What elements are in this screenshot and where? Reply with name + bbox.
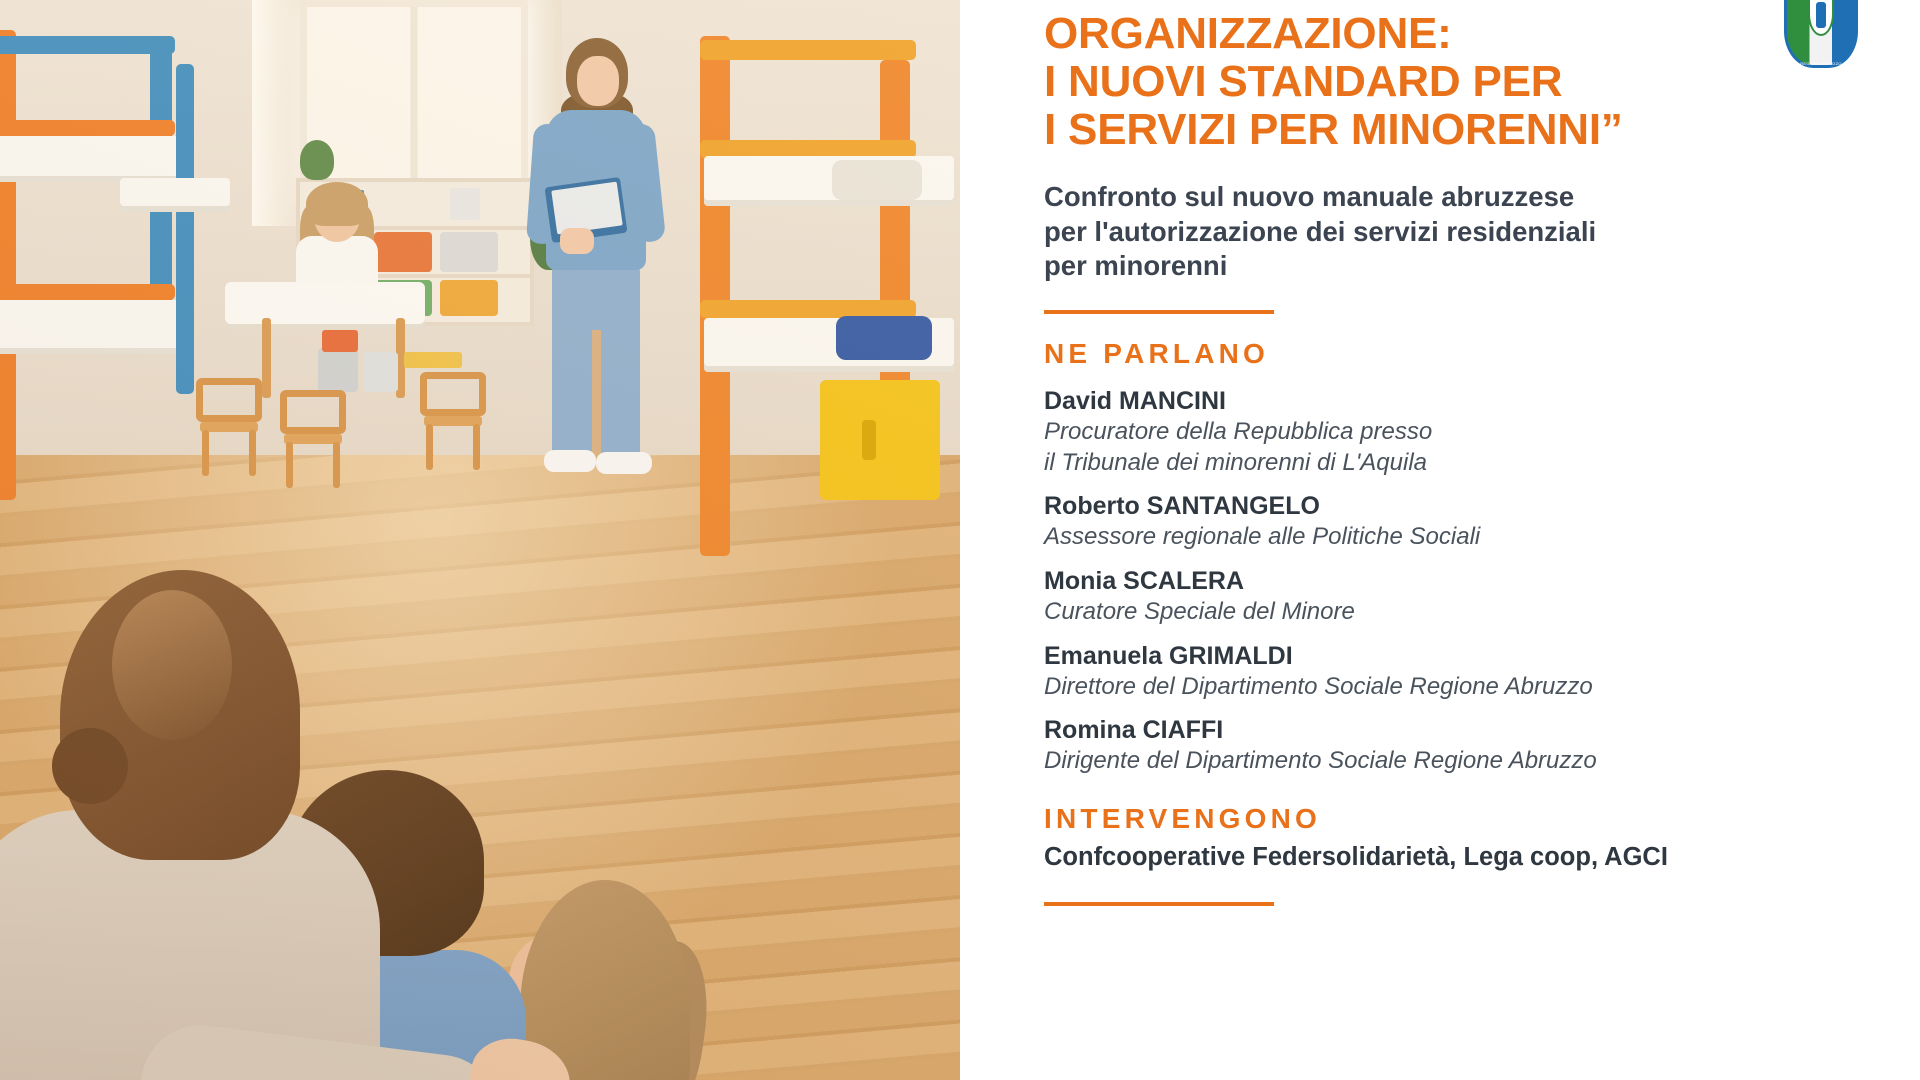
speaker-role (1044, 746, 1860, 777)
window (300, 0, 528, 204)
subtitle-line-3: per minorenni (1044, 250, 1228, 282)
plant-small (300, 140, 334, 180)
speaker-role (1044, 417, 1860, 478)
logo-caption: REGIONE ABRUZZO (1800, 61, 1842, 66)
speaker-name: David MANCINI (1044, 386, 1226, 415)
foreground-family (0, 380, 960, 1080)
interveners-section-label: INTERVENGONO (1044, 803, 1322, 835)
speakers-section-label: NE PARLANO (1044, 337, 1270, 369)
speaker-role-line: Curatore Speciale del Minore (1044, 597, 1355, 625)
caregiver-face (577, 56, 619, 106)
child-seated-hair (306, 182, 368, 226)
woman-hair-bun (52, 728, 128, 804)
speaker-role-line: Procuratore della Repubblica presso (1044, 417, 1433, 445)
divider-top (1044, 310, 1274, 314)
divider-bottom (1044, 902, 1274, 906)
speakers-list (1044, 386, 1860, 777)
page-title (1044, 0, 1860, 154)
speaker-name: Roberto SANTANGELO (1044, 492, 1320, 521)
list-item (1044, 386, 1860, 478)
page-subtitle (1044, 180, 1860, 284)
regione-abruzzo-logo-icon (1784, 0, 1858, 68)
list-item (1044, 566, 1860, 628)
list-item (1044, 641, 1860, 703)
list-item (1044, 715, 1860, 777)
poster-text-panel (960, 0, 1920, 1080)
speaker-role (1044, 522, 1860, 553)
subtitle-line-2: per l'autorizzazione dei servizi residenziali (1044, 215, 1597, 247)
title-line-3: I SERVIZI PER MINORENNI” (1044, 104, 1623, 154)
speaker-role-line: il Tribunale dei minorenni di L'Aquila (1044, 448, 1428, 476)
speaker-name: Emanuela GRIMALDI (1044, 641, 1293, 670)
subtitle-line-1: Confronto sul nuovo manuale abruzzese (1044, 180, 1575, 212)
speaker-name: Romina CIAFFI (1044, 716, 1224, 745)
list-item (1044, 491, 1860, 553)
interveners-organisations: Confcooperative Federsolidarietà, Lega coop, AGCI (1044, 843, 1668, 872)
title-line-1: ORGANIZZAZIONE: (1044, 9, 1452, 58)
speaker-name: Monia SCALERA (1044, 566, 1244, 595)
title-line-2: I NUOVI STANDARD PER (1044, 56, 1563, 106)
activity-table (225, 282, 425, 324)
speaker-role (1044, 597, 1860, 628)
speaker-role (1044, 672, 1860, 703)
speaker-role-line: Assessore regionale alle Politiche Sociali (1044, 523, 1481, 551)
speaker-role-line: Direttore del Dipartimento Sociale Regione Abruzzo (1044, 672, 1593, 700)
speaker-role-line: Dirigente del Dipartimento Sociale Regione Abruzzo (1044, 747, 1597, 775)
